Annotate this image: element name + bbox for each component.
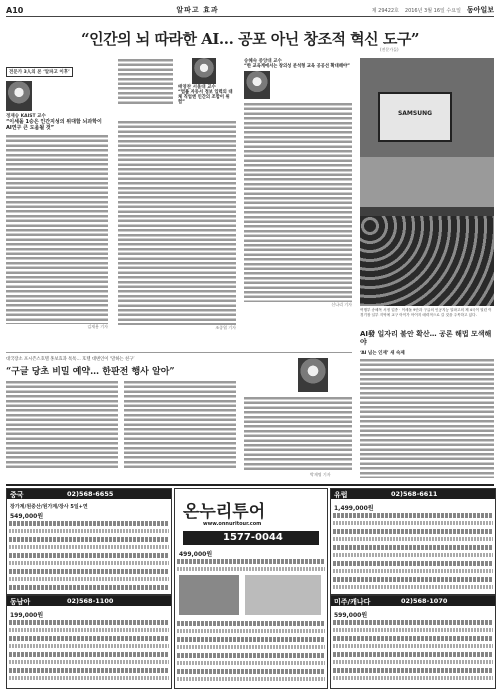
issue-number: 제 29422호 — [371, 7, 399, 14]
ad-americas-row — [333, 660, 493, 664]
ad-europe-row — [333, 561, 493, 566]
ad-china-row — [9, 561, 169, 565]
page-number: A10 — [6, 5, 24, 15]
ad-americas-row — [333, 644, 493, 648]
ad-china-row — [9, 553, 169, 558]
ad-americas-row — [333, 620, 493, 625]
ad-onnuri-row — [177, 661, 325, 665]
ad-onnuri-phone: 1577-0044 — [223, 532, 283, 543]
ad-china-row — [9, 529, 169, 533]
ad-onnuri-row — [177, 653, 325, 658]
ad-onnuri-row — [177, 645, 325, 649]
ad-china-line: 장가계/원중산/원가계/장사 5일+연 — [10, 504, 88, 510]
story3-body-b — [124, 380, 236, 470]
ad-americas-row — [333, 676, 493, 680]
ad-china-row — [9, 537, 169, 542]
ad-sea-price: 199,000원 — [10, 612, 44, 619]
ad-onnuri-row — [177, 669, 325, 674]
ad-sea-row — [9, 660, 169, 664]
story2-subhead: ‘AI 넘는 인재’ 새 숙제 — [360, 351, 405, 356]
ad-americas-row — [333, 668, 493, 673]
ad-china-row — [9, 569, 169, 574]
ad-sea-title: 동남아 — [10, 598, 31, 606]
ad-china[interactable] — [6, 488, 172, 595]
col2-name: 배영찬 서울대 교수 — [178, 85, 216, 90]
ad-onnuri-row — [177, 629, 325, 633]
column-1 — [6, 58, 108, 358]
ad-europe-price: 1,499,000원 — [334, 505, 374, 512]
ad-onnuri-row — [177, 559, 325, 564]
ad-china-row — [9, 521, 169, 526]
ad-sea-row — [9, 636, 169, 641]
col2-portrait — [192, 58, 216, 84]
column-2 — [118, 58, 236, 328]
ad-onnuri-row — [177, 621, 325, 626]
ad-china-row — [9, 585, 169, 590]
photo-screen — [378, 92, 452, 142]
story3-kicker: 대국장소 포시즌스호텔 홍보효과 톡톡… 호텔 대변인이 ‘말하는 친구’ — [6, 357, 135, 362]
ad-china-price: 549,000원 — [10, 513, 44, 520]
story2-headline: AI發 일자리 불안 확산… 공론 해법 모색해야 — [360, 330, 492, 346]
story3-rule — [6, 352, 352, 353]
ad-europe-row — [333, 569, 493, 573]
ad-sea-row — [9, 644, 169, 648]
ad-onnuri-url: www.onnuritour.com — [203, 521, 262, 527]
ad-sea-row — [9, 676, 169, 680]
col3-body — [244, 102, 352, 302]
issue-date: 2016년 3월 16일 수요일 — [404, 7, 461, 14]
ad-europe-row — [333, 513, 493, 518]
photo-sign: SAMSUNG — [397, 110, 433, 117]
ad-sea-row — [9, 620, 169, 625]
col3-name: 송혜숙 중앙대 교수 — [244, 59, 282, 64]
col1-kicker: 전문가 3人의 본 ‘알파고 이후’ — [6, 67, 73, 77]
brand-name: 동아일보 — [466, 6, 494, 14]
column-3 — [244, 58, 352, 328]
ad-sea-row — [9, 628, 169, 632]
news-photo — [360, 58, 494, 306]
headline-byline: (전문가들) — [380, 47, 399, 52]
ad-onnuri[interactable] — [174, 488, 328, 689]
ad-onnuri-row — [177, 567, 325, 571]
ad-americas-price: 599,000원 — [334, 612, 368, 619]
story3-byline: 박재명 기자 — [310, 472, 331, 477]
ad-onnuri-row — [177, 677, 325, 681]
ad-china-phone: 02)568-6655 — [67, 490, 114, 498]
col1-byline: 김재용 기자 — [87, 324, 108, 329]
col3-byline: 신나리 기자 — [331, 302, 352, 307]
section-title: 알파고 효과 — [176, 6, 219, 14]
col1-body — [6, 134, 108, 324]
ad-onnuri-logo: 온누리투어 — [183, 502, 266, 522]
ad-sea-phone: 02)568-1100 — [67, 597, 114, 605]
ad-onnuri-row — [177, 637, 325, 642]
ad-sea-row — [9, 668, 169, 673]
photo-crowd — [360, 216, 494, 306]
ad-europe-title: 유럽 — [334, 491, 348, 499]
ad-europe-row — [333, 585, 493, 589]
ad-europe-row — [333, 529, 493, 534]
col2-subhead: “법률 자동서 정보 입력의 대체 직업엔 인간의 조합이 위험” — [178, 90, 233, 105]
ad-americas-row — [333, 628, 493, 632]
col2-byline: 조종엽 기자 — [215, 325, 236, 330]
ad-europe-row — [333, 537, 493, 541]
ad-china-row — [9, 577, 169, 581]
col1-name: 정재승 KAIST 교수 — [6, 114, 46, 119]
main-headline: “인간의 뇌 따라한 AI… 공포 아닌 창조적 혁신 도구” — [80, 30, 419, 48]
ad-southeast-asia[interactable] — [6, 595, 172, 689]
ad-china-title: 중국 — [10, 491, 24, 499]
ad-onnuri-price: 499,000원 — [179, 551, 213, 558]
ad-americas-row — [333, 652, 493, 657]
story3-body-c — [244, 396, 352, 470]
masthead — [372, 5, 494, 15]
ad-europe-phone: 02)568-6611 — [391, 490, 438, 498]
col3-subhead: “한 교육계에서는 창의성 분석형 교육 공공선 확대해야” — [244, 64, 350, 69]
col2-body-top — [118, 58, 173, 106]
story3-headline: “구글 당초 비밀 예약… 한판전 행사 알아” — [6, 367, 175, 377]
ad-china-row — [9, 545, 169, 549]
ad-europe-row — [333, 521, 493, 525]
ad-americas-row — [333, 636, 493, 641]
ad-americas-phone: 02)568-1070 — [401, 597, 448, 605]
col1-portrait — [6, 81, 32, 111]
ad-europe-row — [333, 553, 493, 557]
page-header — [6, 4, 494, 17]
ad-europe-row — [333, 577, 493, 582]
ad-onnuri-image — [179, 575, 239, 615]
ad-americas[interactable] — [330, 595, 496, 689]
col2-profile — [178, 58, 236, 105]
ad-sea-row — [9, 652, 169, 657]
ad-onnuri-image — [245, 575, 321, 615]
story3-body-a — [6, 380, 118, 470]
ad-americas-title: 미주/캐나다 — [334, 598, 371, 606]
col3-portrait — [244, 71, 270, 99]
story3-portrait — [298, 358, 328, 392]
story2-body — [360, 358, 494, 478]
ad-divider — [6, 484, 494, 486]
ad-europe-row — [333, 545, 493, 550]
ad-europe[interactable] — [330, 488, 496, 595]
col1-subhead: “이세돌 1승은 인간지성의 위대함 뇌과학이 AI연구 큰 도움될 것” — [6, 119, 102, 131]
photo-caption: 여행부 송혜목 서정 업종 · 이세돌 9단과 구글의 인공지능 알파고의 제 4국이 열린 이 경기장 일부 지역에 교구 아이가 아이지 매력적으로 갈 것을 주목하고 있다. — [360, 308, 492, 317]
col2-body — [118, 120, 236, 325]
